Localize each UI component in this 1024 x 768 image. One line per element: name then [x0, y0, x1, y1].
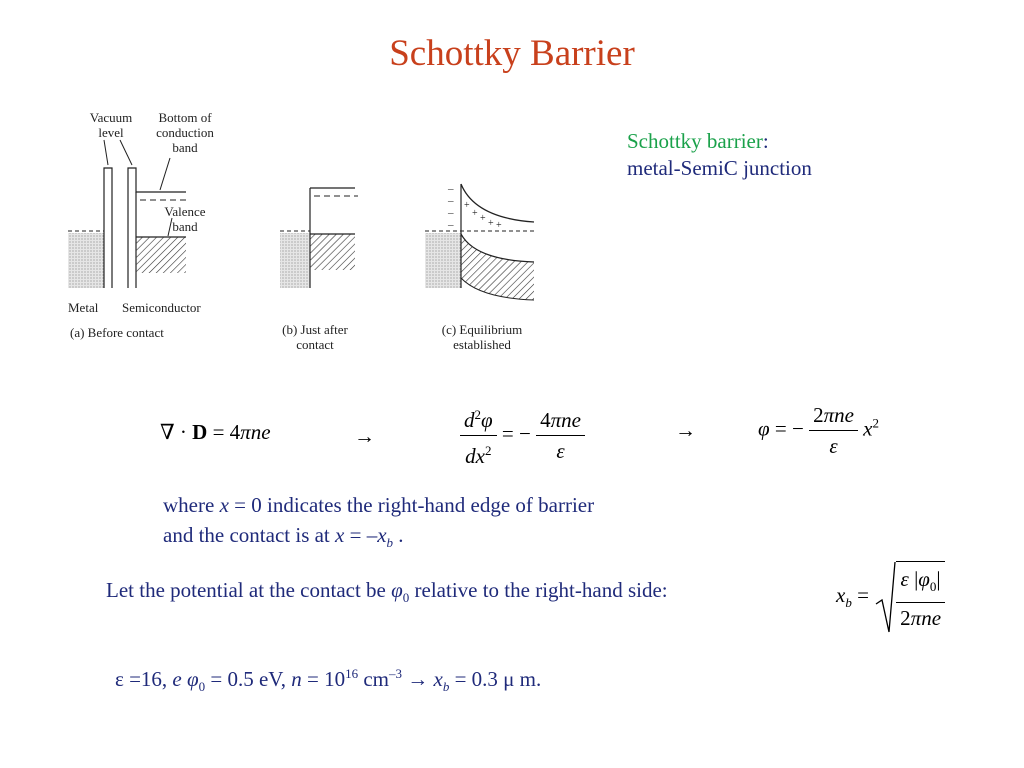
svg-text:+: + — [480, 213, 486, 224]
metal-block-c — [425, 233, 461, 288]
poisson-rhs-fraction: $\frac{\text{4πne}}{\varepsilon}$ — [536, 405, 585, 466]
panel-b — [280, 188, 358, 288]
gauss-law-equation: ∇ · D = 4πne — [160, 420, 271, 444]
description — [627, 128, 812, 182]
poisson-equation: $\frac{d^2\varphi}{dx^2}$ = − $\frac{\text{4πne}}{\varepsilon}$ — [460, 400, 585, 471]
arrow-1: → — [354, 424, 375, 448]
metal-block-a — [68, 233, 104, 288]
boundary-note-line1: where x = 0 indicates the right-hand edge of barrier — [163, 493, 595, 517]
label-metal: Metal — [68, 300, 99, 315]
svg-text:–: – — [448, 195, 454, 207]
page-title: Schottky Barrier — [389, 33, 635, 74]
valence-band-b — [310, 234, 355, 270]
description-line2: metal-SemiC junction — [627, 156, 812, 180]
arrow-2: → — [675, 418, 696, 442]
solution-fraction: $\frac{\text{2πne}}{\varepsilon}$ — [809, 400, 858, 461]
metal-block-b — [280, 233, 310, 288]
svg-text:+: + — [488, 218, 494, 229]
sqrt-expression: $\frac{\varepsilon |\varphi_0|}{\text{2πne}}$ — [874, 560, 945, 634]
svg-text:+: + — [464, 200, 470, 211]
band-diagram-figure — [60, 100, 550, 360]
label-vacuum-level: Vacuum level — [89, 110, 133, 140]
numerical-example: ε =16, e $\varphi_0 = 0.5$ eV, $n = 10^{16}$ $cm^{-3} \to x_b = 0.3$ μ m. — [115, 666, 542, 695]
label-semiconductor: Semiconductor — [122, 300, 201, 315]
potential-solution: φ = − $\frac{\text{2πne}}{\varepsilon}$ $x^2$ — [758, 400, 879, 461]
svg-text:+: + — [496, 220, 502, 231]
caption-b: (b) Just after contact — [282, 322, 348, 352]
description-term: Schottky barrier — [627, 129, 763, 153]
poisson-lhs-fraction: $\frac{d^2\varphi}{dx^2}$ — [460, 400, 497, 471]
svg-text:–: – — [448, 219, 454, 231]
potential-statement: Let the potential at the contact be $\varphi_0$ relative to the right-hand side: — [106, 578, 668, 606]
boundary-note — [163, 490, 594, 558]
barrier-width-formula: $x_b$ = $\frac{\varepsilon |\varphi_0|}{\text{2πne}}$ — [836, 560, 945, 634]
label-conduction-band: Bottom of conduction band — [156, 110, 214, 155]
caption-a: (a) Before contact — [70, 325, 164, 340]
sqrt-sign — [874, 560, 896, 634]
caption-c: (c) Equilibrium established — [441, 322, 523, 352]
label-valence-band: Valence band — [164, 204, 206, 234]
svg-text:+: + — [472, 208, 478, 219]
valence-band-a — [136, 237, 186, 273]
svg-text:–: – — [448, 207, 454, 219]
panel-c — [425, 183, 534, 300]
svg-text:–: – — [448, 183, 454, 195]
boundary-note-line2: and the contact is at $x = -x_b$ . — [163, 523, 404, 551]
description-colon: : — [762, 129, 769, 153]
